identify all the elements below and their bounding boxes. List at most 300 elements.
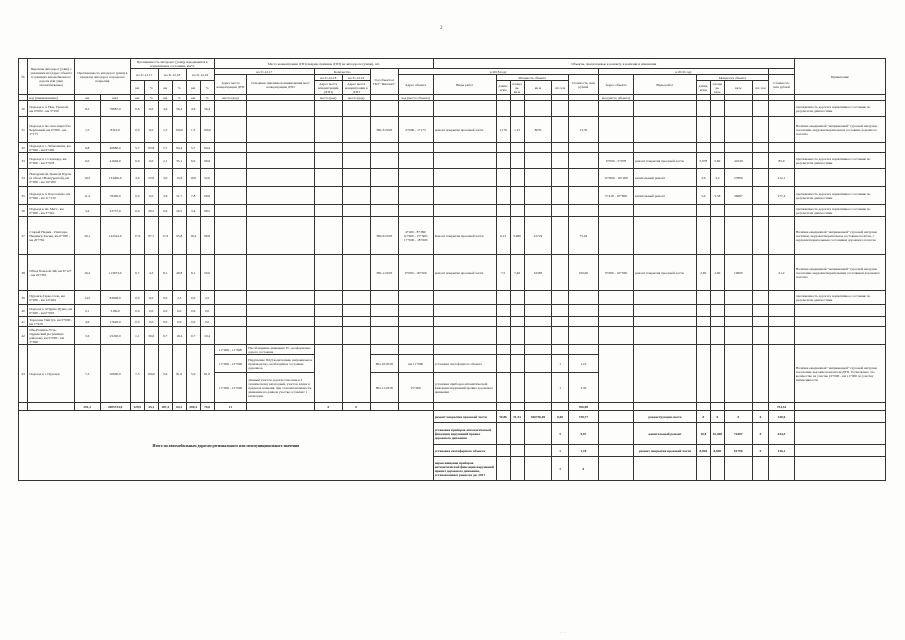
power-18	[496, 345, 510, 355]
work-18: ремонт покрытия проезжей части	[433, 255, 496, 291]
normative-value: 0,9	[158, 205, 172, 217]
header-date-17: на 31.12.17	[130, 69, 158, 81]
power-18	[552, 117, 568, 143]
cost-18	[568, 153, 598, 169]
summary-power-19: 0	[710, 411, 724, 423]
summary-work-18: переоснащение приборов автоматической фиксации нарушений правил дорожного движения, установленных ранее на дн. 2017	[433, 457, 496, 481]
summary-power-19: 8,828	[710, 445, 724, 457]
road-area: 23737,0	[100, 205, 130, 217]
road-length: 3,4	[74, 205, 100, 217]
summary-power-18	[496, 445, 510, 457]
power-19	[724, 317, 752, 327]
dtp-18	[314, 169, 342, 187]
work-18: установка приборов автоматической фиксации нарушений правил дорожного движения	[433, 373, 496, 403]
object-year: НО-1/2018	[370, 255, 398, 291]
dtp-18	[314, 187, 342, 205]
summary-power-19: 0	[752, 423, 768, 445]
power-18: 41724	[524, 217, 552, 255]
dtp-cause: Несоблюдение движения ТС, неоформлено дороге состояние	[247, 345, 315, 355]
cost-18	[568, 327, 598, 345]
row-number: 31	[19, 117, 28, 143]
address-18	[398, 205, 433, 217]
power-19	[710, 101, 724, 117]
total-cell	[752, 403, 768, 411]
object-year	[370, 153, 398, 169]
work-18: установка светофорного объекта	[433, 355, 496, 373]
summary-address-19	[599, 411, 634, 423]
code-cell: км	[158, 95, 172, 101]
cost-18	[568, 169, 598, 187]
dtp-address	[214, 327, 247, 345]
cost-19	[769, 291, 795, 305]
road-area: 76887,0	[100, 101, 130, 117]
unit-pct: %	[144, 81, 158, 95]
normative-value: 100,0	[144, 345, 158, 403]
dtp-address	[214, 205, 247, 217]
work-19	[633, 291, 696, 305]
power-18	[524, 345, 552, 355]
summary-cost-18: 0	[568, 457, 598, 481]
unit-sqm: кв м	[724, 81, 752, 95]
dtp-address	[214, 291, 247, 305]
object-year	[370, 143, 398, 153]
road-repair-table	[18, 58, 886, 481]
code-cell: км2	[100, 95, 130, 101]
address-19	[599, 345, 634, 403]
summary-address-19	[599, 423, 634, 445]
normative-value: 5,7	[186, 143, 200, 153]
summary-power-19	[696, 457, 710, 481]
power-18	[552, 143, 568, 153]
work-18	[433, 169, 496, 187]
code-cell: км	[130, 95, 144, 101]
power-19	[696, 117, 710, 143]
normative-value: 30,6	[144, 327, 158, 345]
power-19	[724, 205, 752, 217]
normative-value: 0,8	[130, 101, 144, 117]
header-dtp-date: на 31.12.17	[214, 69, 314, 75]
normative-value: 35,1	[172, 153, 186, 169]
normative-value: 50,0	[200, 255, 214, 291]
summary-cost-18: 1,16	[568, 445, 598, 457]
dtp-address	[214, 117, 247, 143]
road-length: 19,2	[74, 169, 100, 187]
row-note: Наличие ежедневной "напряженной" грузовой нагрузки поселения, неудовлетворительным состоянием дорожного полотна	[794, 255, 885, 291]
power-19	[724, 345, 752, 403]
power-18: 7,49	[510, 255, 524, 291]
power-18	[510, 143, 524, 153]
power-19	[710, 345, 724, 403]
cost-18	[568, 187, 598, 205]
header-work-18: Виды работ	[433, 75, 496, 95]
power-18	[552, 205, 568, 217]
work-18	[433, 101, 496, 117]
work-19	[633, 317, 696, 327]
cost-18	[568, 101, 598, 117]
dtp-cause	[247, 255, 315, 291]
power-18	[496, 205, 510, 217]
summary-power-19	[752, 457, 768, 481]
power-19	[752, 143, 768, 153]
normative-value: 1,5	[158, 117, 172, 143]
power-19	[696, 327, 710, 345]
normative-value: 81,0	[172, 345, 186, 403]
summary-cost-19: 136,1	[769, 445, 795, 457]
power-19	[710, 117, 724, 143]
cost-19	[769, 345, 795, 403]
cost-18: 1,10	[568, 355, 598, 373]
power-18	[496, 355, 510, 373]
power-19	[724, 101, 752, 117]
normative-value: 5,9	[186, 345, 200, 403]
power-18	[496, 317, 510, 327]
power-19	[724, 305, 752, 317]
row-number: 41	[19, 317, 28, 327]
object-year: НО-3/2018	[370, 117, 398, 143]
summary-power-19: 10,468	[710, 423, 724, 445]
row-note: протяженность дороги в нормативное состояние по результатам диагностики	[794, 153, 885, 169]
work-18: ремонт покрытия проезжей части	[433, 117, 496, 143]
address-19	[599, 117, 634, 143]
object-year	[370, 205, 398, 217]
normative-value: 8,1	[158, 255, 172, 291]
summary-note	[794, 411, 885, 423]
power-19	[752, 187, 768, 205]
total-cell	[370, 403, 398, 411]
header-note: Примечание	[794, 59, 885, 95]
road-name: Подъезд к п.Пурпе-Пурпе, км 0+000 - км 0+093	[28, 305, 75, 317]
dtp-address	[214, 305, 247, 317]
address-18: 0+000 - 1+175	[398, 117, 433, 143]
dtp-18	[314, 205, 342, 217]
power-19: 5,60	[710, 153, 724, 169]
header-address-18: Адрес объекта	[398, 75, 433, 95]
summary-power-18	[510, 457, 524, 481]
summary-power-18	[510, 423, 524, 445]
summary-power-18: 360736,00	[524, 411, 552, 423]
road-area: 3180,0	[100, 305, 130, 317]
normative-value: 0,7	[158, 327, 172, 345]
total-cell	[433, 403, 496, 411]
work-19	[633, 305, 696, 317]
header-date-18: на 31.12.18	[158, 69, 186, 81]
normative-value: 0,0	[186, 291, 200, 305]
dtp-19	[342, 317, 370, 327]
power-18	[496, 143, 510, 153]
address-18	[398, 345, 433, 355]
address-19	[599, 217, 634, 255]
normative-value: 84,4	[200, 143, 214, 153]
total-length: 291,2	[74, 403, 100, 411]
power-18	[552, 327, 568, 345]
summary-address-19	[599, 457, 634, 481]
power-19	[752, 345, 768, 403]
cost-18	[568, 143, 598, 153]
power-19	[752, 305, 768, 317]
power-18: 5,986	[510, 217, 524, 255]
power-19	[752, 317, 768, 327]
normative-value: 19,4	[172, 327, 186, 345]
dtp-cause	[247, 217, 315, 255]
summary-work-18: ремонт покрытия проезжей части	[433, 411, 496, 423]
normative-value: 0,0	[144, 317, 158, 327]
work-19: ремонт покрытия проезжей части	[633, 255, 696, 291]
total-cell	[19, 403, 28, 411]
summary-cost-18: 738,77	[568, 411, 598, 423]
total-cell	[633, 403, 696, 411]
address-19: 12+600 - 16+200	[599, 169, 634, 187]
power-19	[724, 143, 752, 153]
total-row	[19, 403, 886, 411]
road-area: 17620,0	[100, 317, 130, 327]
road-name: Подъезд к г. Пуровск	[28, 345, 75, 403]
power-19	[724, 291, 752, 305]
power-19	[724, 117, 752, 143]
work-19	[633, 327, 696, 345]
summary-work-18: установка приборов автоматической фиксации нарушений правил дорожного движения	[433, 423, 496, 445]
summary-power-18	[524, 445, 552, 457]
cost-19: 85,9	[769, 153, 795, 169]
code-cell: место (код)	[342, 95, 370, 101]
power-19	[696, 317, 710, 327]
row-number: 34	[19, 169, 28, 187]
road-length: 11,2	[74, 187, 100, 205]
table-row	[19, 327, 886, 345]
road-name: Подъезд к г. Салехард, км 0+000 - км 5+978	[28, 153, 75, 169]
dtp-18	[314, 305, 342, 317]
work-19: ремонт покрытия проезжей части	[633, 153, 696, 169]
row-number: 42	[19, 327, 28, 345]
work-19	[633, 117, 696, 143]
cost-18: 75,04	[568, 217, 598, 255]
power-18	[510, 345, 524, 355]
power-18	[510, 169, 524, 187]
normative-value: 26,5	[144, 205, 158, 217]
header-dtp-addr2: Адрес места концентрации (ДТП)	[314, 81, 342, 95]
dtp-19	[342, 205, 370, 217]
normative-value: 23,9	[144, 169, 158, 187]
cost-19	[769, 101, 795, 117]
address-18	[398, 153, 433, 169]
cost-18	[568, 291, 598, 305]
work-19: капитальный ремонт	[633, 169, 696, 187]
cost-18	[568, 345, 598, 355]
power-18: 52383	[524, 255, 552, 291]
code-cell: км	[74, 95, 100, 101]
summary-work-19: реконструкция моста	[633, 411, 696, 423]
dtp-address	[214, 169, 247, 187]
header-date-19: на 31.12.19	[186, 69, 214, 81]
normative-value: 0,0	[130, 187, 144, 205]
normative-value: 0,0	[144, 101, 158, 117]
unit-sqm: кв м	[524, 81, 552, 95]
header-dtp-address: Адрес места концентрации ДТП	[214, 75, 247, 95]
power-18	[524, 205, 552, 217]
power-19	[696, 217, 710, 255]
code-cell: место (код)	[214, 95, 247, 101]
road-length: 1,5	[74, 117, 100, 143]
header-power-18: Мощность объекта	[496, 75, 568, 81]
power-18	[510, 317, 524, 327]
normative-value: 19,4	[186, 217, 200, 255]
power-19	[710, 305, 724, 317]
power-18	[524, 317, 552, 327]
road-area: 8310,0	[100, 117, 130, 143]
power-18	[524, 355, 552, 373]
road-length: 4,9	[74, 317, 100, 327]
header-length: Протяженность автодорог (улиц) в пределах автодорог в пределах покрытия	[74, 59, 130, 95]
address-19	[599, 305, 634, 317]
row-note: протяженность дороги в нормативное состояние по результатам диагностики	[794, 291, 885, 305]
road-area: 113673,0	[100, 255, 130, 291]
power-19: 3,4	[710, 169, 724, 187]
power-19	[724, 327, 752, 345]
normative-value: 1,5	[186, 117, 200, 143]
normative-value: 0,0	[144, 305, 158, 317]
power-18	[552, 169, 568, 187]
summary-power-18: 50,86	[496, 411, 510, 423]
unit-pcs: шт. п.м	[552, 81, 568, 95]
cost-18: 13,35	[568, 117, 598, 143]
normative-value: 0,0	[144, 117, 158, 143]
object-year	[370, 187, 398, 205]
power-19	[752, 255, 768, 291]
normative-value: 0,9	[130, 205, 144, 217]
work-18	[433, 291, 496, 305]
code-cell: %	[200, 95, 214, 101]
power-18: 1	[552, 355, 568, 373]
address-19: 5+418 - 10+800	[599, 187, 634, 205]
summary-note	[794, 423, 885, 445]
work-19	[633, 345, 696, 403]
power-19	[724, 217, 752, 255]
power-18	[552, 217, 568, 255]
road-length: 20,1	[74, 217, 100, 255]
dtp-address: 11+000 - 15+000	[214, 373, 247, 403]
power-18	[524, 291, 552, 305]
power-18	[524, 327, 552, 345]
dtp-18	[314, 317, 342, 327]
unit-area: площадь, кв.м	[710, 81, 724, 95]
code-cell: код (место объекта)	[398, 95, 433, 101]
road-name: Пуровск-Тарко-Сале, км 0+000 - км 14+464	[28, 291, 75, 305]
dtp-18	[314, 101, 342, 117]
power-19	[696, 345, 710, 403]
normative-value: 2,1	[158, 153, 172, 169]
cost-19	[769, 305, 795, 317]
table-row	[19, 345, 886, 355]
total-cell	[496, 403, 510, 411]
dtp-cause	[247, 187, 315, 205]
normative-value: 69,6	[200, 187, 214, 205]
header-cost-19: Стоимость, млн рублей	[769, 75, 795, 95]
cost-18: 100,00	[568, 255, 598, 291]
unit-pct: %	[200, 81, 214, 95]
work-18	[433, 143, 496, 153]
cost-19: 212,1	[769, 169, 795, 187]
page-number: 2	[440, 26, 443, 31]
total-cell	[696, 403, 710, 411]
road-name: Обход Бальзой, Яй, км 6+127 - км 20+363	[28, 255, 75, 291]
dtp-19	[342, 169, 370, 187]
row-number: 40	[19, 305, 28, 317]
object-year	[370, 317, 398, 327]
normative-value: 19,4	[200, 327, 214, 345]
work-18	[433, 187, 496, 205]
power-19	[696, 305, 710, 317]
dtp-address	[214, 255, 247, 291]
power-18	[496, 373, 510, 403]
road-length: 6,0	[74, 153, 100, 169]
power-18	[524, 153, 552, 169]
power-18	[510, 327, 524, 345]
normative-value: 95,8	[172, 217, 186, 255]
normative-value: 0,0	[200, 317, 214, 327]
dtp-18	[314, 153, 342, 169]
dtp-cause	[247, 143, 315, 153]
summary-power-18: 51,53	[510, 411, 524, 423]
road-area: 78400,0	[100, 187, 130, 205]
normative-value: 83,8	[144, 143, 158, 153]
normative-value: 52,0	[200, 169, 214, 187]
normative-value: 0,0	[186, 317, 200, 327]
summary-cost-19: 434,5	[769, 423, 795, 445]
object-year: НО-11/2018	[370, 373, 398, 403]
dtp-address	[214, 153, 247, 169]
cost-18	[568, 305, 598, 317]
total-cell	[710, 403, 724, 411]
power-19	[710, 217, 724, 255]
summary-power-19	[724, 457, 752, 481]
cost-19	[769, 317, 795, 327]
total-value: 45,1	[144, 403, 158, 411]
work-18	[433, 327, 496, 345]
road-area: 40880,0	[100, 143, 130, 153]
power-19: 41040	[724, 153, 752, 169]
power-18	[510, 291, 524, 305]
power-18	[552, 101, 568, 117]
summary-work-19: ремонт покрытия проезжей части	[633, 445, 696, 457]
normative-value: 0,7	[130, 255, 144, 291]
header-no: №	[19, 59, 28, 95]
dtp-19	[342, 143, 370, 153]
power-18	[552, 153, 568, 169]
normative-value: 0,0	[158, 317, 172, 327]
dtp-address	[214, 101, 247, 117]
summary-power-19: 0	[752, 445, 768, 457]
power-19	[752, 205, 768, 217]
power-19	[710, 327, 724, 345]
table-row	[19, 291, 886, 305]
normative-value: 3,0	[158, 169, 172, 187]
dtp-cause	[247, 317, 315, 327]
normative-value: 100,0	[200, 117, 214, 143]
normative-value: 5,9	[158, 345, 172, 403]
header-work-19: Виды работ	[633, 75, 696, 95]
normative-value: 0,0	[200, 305, 214, 317]
address-18	[398, 169, 433, 187]
dtp-19	[342, 187, 370, 205]
power-19	[696, 101, 710, 117]
total-count: 0	[342, 403, 370, 411]
dtp-address	[214, 317, 247, 327]
normative-value: 7,3	[130, 345, 144, 403]
normative-value: 3,4	[186, 205, 200, 217]
cost-19	[769, 205, 795, 217]
total-value: 70,0	[200, 403, 214, 411]
power-18	[496, 187, 510, 205]
power-18	[510, 373, 524, 403]
